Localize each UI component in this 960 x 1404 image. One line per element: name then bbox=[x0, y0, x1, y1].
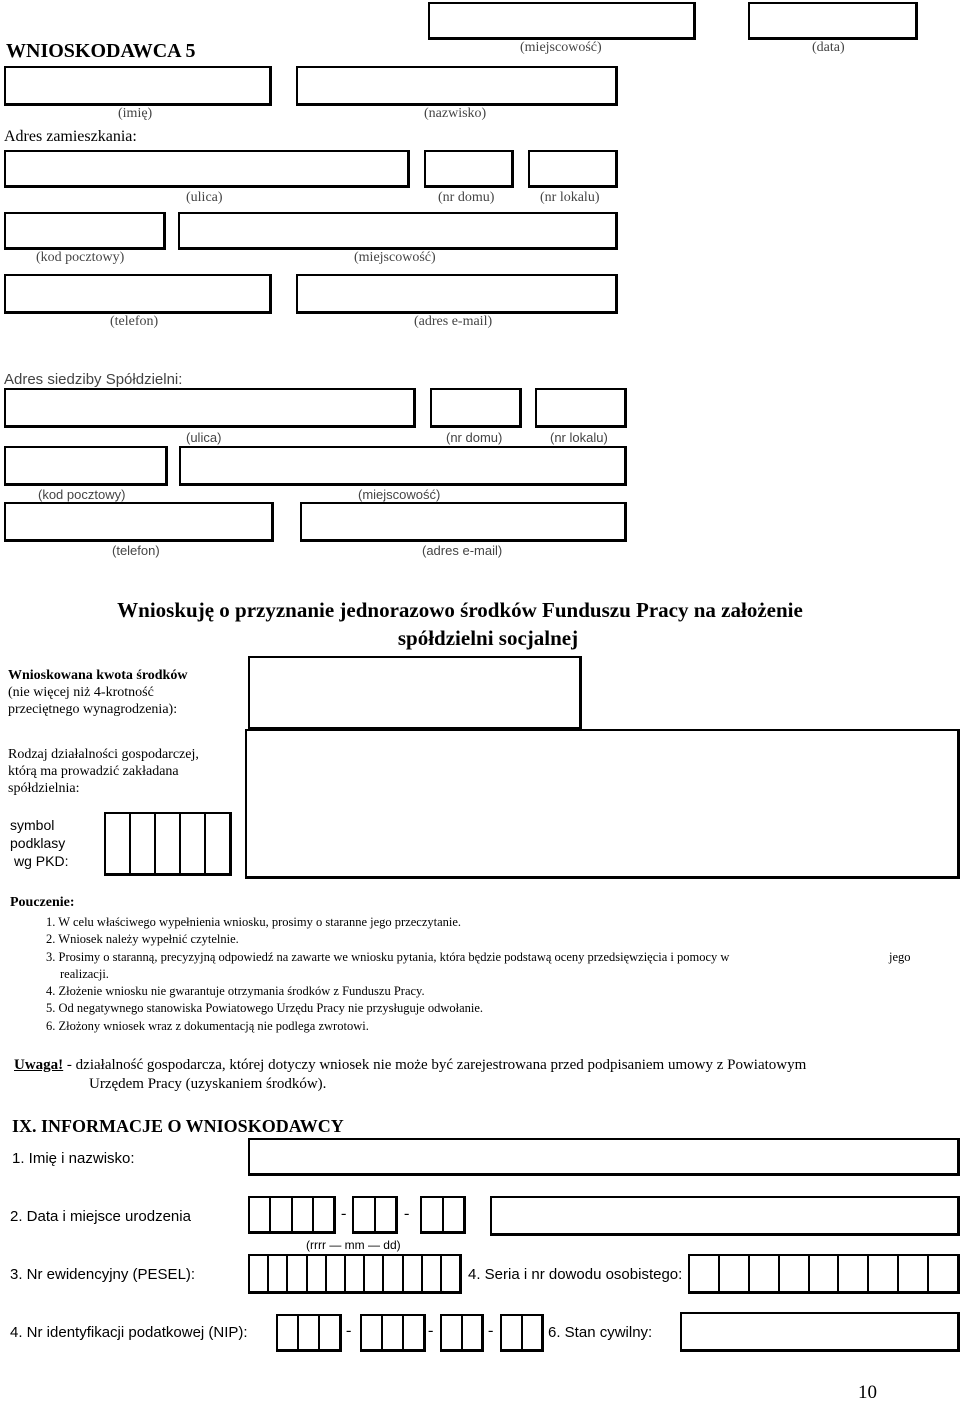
coop-email-field[interactable] bbox=[300, 502, 627, 542]
birth-label: 2. Data i miejsce urodzenia bbox=[10, 1208, 191, 1225]
instruction-item-cont: realizacji. bbox=[60, 966, 109, 981]
nip-part4-field[interactable] bbox=[500, 1314, 544, 1352]
instruction-item: 4. Złożenie wniosku nie gwarantuje otrzymania środków z Funduszu Pracy. bbox=[46, 984, 425, 999]
nip-part1-field[interactable] bbox=[276, 1314, 342, 1352]
request-title-line2: spółdzielni socjalnej bbox=[397, 626, 579, 650]
instructions-heading: Pouczenie: bbox=[10, 895, 75, 910]
birth-year-field[interactable] bbox=[248, 1196, 336, 1234]
nip-dash: - bbox=[488, 1322, 494, 1339]
name-field[interactable] bbox=[248, 1138, 960, 1176]
warning-note bbox=[14, 1056, 806, 1094]
coop-flat-no-field[interactable] bbox=[535, 388, 627, 428]
last-name-field[interactable] bbox=[296, 66, 618, 106]
instruction-item-trail: jego bbox=[889, 950, 911, 964]
page-number: 10 bbox=[858, 1382, 877, 1403]
amount-label-line3: przeciętnego wynagrodzenia): bbox=[8, 702, 178, 717]
instruction-item: 1. W celu właściwego wypełnienia wniosku, prosimy o staranne jego przeczytanie. bbox=[46, 915, 462, 929]
home-postcode-label: (kod pocztowy) bbox=[36, 250, 125, 265]
pkd-code-field[interactable] bbox=[104, 812, 232, 876]
id-card-field[interactable] bbox=[688, 1254, 960, 1294]
coop-phone-field[interactable] bbox=[4, 502, 274, 542]
nip-dash: - bbox=[346, 1322, 352, 1339]
home-postcode-field[interactable] bbox=[4, 212, 166, 250]
home-phone-label: (telefon) bbox=[110, 314, 159, 329]
pkd-label-line3: wg PKD: bbox=[14, 853, 69, 869]
home-phone-field[interactable] bbox=[4, 274, 272, 314]
name-label: 1. Imię i nazwisko: bbox=[12, 1150, 135, 1167]
pesel-field[interactable] bbox=[248, 1254, 462, 1294]
request-title bbox=[0, 596, 920, 652]
section-ix-heading: IX. INFORMACJE O WNIOSKODAWCY bbox=[12, 1116, 344, 1136]
marital-status-field[interactable] bbox=[680, 1312, 960, 1352]
first-name-field[interactable] bbox=[4, 66, 272, 106]
home-city-field[interactable] bbox=[178, 212, 618, 250]
birth-day-field[interactable] bbox=[420, 1196, 466, 1234]
date-format-label: (rrrr — mm — dd) bbox=[306, 1238, 401, 1252]
home-email-label: (adres e-mail) bbox=[414, 314, 493, 329]
instructions-list bbox=[46, 914, 729, 1035]
request-title-line1: Wnioskuję o przyznanie jednorazowo środków Funduszu Pracy na założenie bbox=[117, 598, 803, 622]
coop-city-label: (miejscowość) bbox=[358, 487, 441, 502]
warning-label: Uwaga! bbox=[14, 1057, 64, 1073]
coop-street-label: (ulica) bbox=[186, 430, 222, 445]
coop-house-no-label: (nr domu) bbox=[446, 430, 503, 445]
home-city-label: (miejscowość) bbox=[354, 250, 436, 265]
activity-field[interactable] bbox=[245, 729, 960, 879]
coop-phone-label: (telefon) bbox=[112, 543, 160, 558]
nip-dash: - bbox=[428, 1322, 434, 1339]
coop-postcode-label: (kod pocztowy) bbox=[38, 487, 126, 502]
date-field[interactable] bbox=[748, 2, 918, 40]
amount-label bbox=[8, 667, 187, 718]
coop-street-field[interactable] bbox=[4, 388, 416, 428]
pkd-label-line2: podklasy bbox=[10, 835, 66, 851]
home-house-no-label: (nr domu) bbox=[438, 190, 495, 205]
pesel-label: 3. Nr ewidencyjny (PESEL): bbox=[10, 1266, 196, 1283]
nip-label: 4. Nr identyfikacji podatkowej (NIP): bbox=[10, 1324, 248, 1341]
coop-email-label: (adres e-mail) bbox=[422, 543, 503, 558]
instruction-item: 5. Od negatywnego stanowiska Powiatowego Urzędu Pracy nie przysługuje odwołanie. bbox=[46, 1001, 484, 1016]
home-street-label: (ulica) bbox=[186, 190, 223, 205]
activity-label-line3: spółdzielnia: bbox=[8, 781, 80, 796]
warning-line1: - działalność gospodarcza, której dotyczy wniosek nie może być zarejestrowana przed podpisaniem umowy z Powiatowym bbox=[63, 1057, 807, 1073]
home-flat-no-label: (nr lokalu) bbox=[540, 190, 600, 205]
activity-label-line2: którą ma prowadzić zakładana bbox=[8, 764, 179, 779]
home-email-field[interactable] bbox=[296, 274, 618, 314]
coop-house-no-field[interactable] bbox=[430, 388, 522, 428]
page-title: WNIOSKODAWCA 5 bbox=[6, 40, 196, 62]
amount-label-line2: (nie więcej niż 4-krotność bbox=[8, 685, 154, 700]
marital-status-label: 6. Stan cywilny: bbox=[548, 1324, 653, 1341]
nip-part2-field[interactable] bbox=[360, 1314, 426, 1352]
birth-month-field[interactable] bbox=[352, 1196, 398, 1234]
nip-part3-field[interactable] bbox=[440, 1314, 484, 1352]
instruction-item: 6. Złożony wniosek wraz z dokumentacją nie podlega zwrotowi. bbox=[46, 1018, 369, 1033]
id-card-label: 4. Seria i nr dowodu osobistego: bbox=[468, 1266, 683, 1283]
home-street-field[interactable] bbox=[4, 150, 410, 188]
birth-place-field[interactable] bbox=[490, 1196, 960, 1236]
place-label: (miejscowość) bbox=[520, 40, 602, 55]
coop-city-field[interactable] bbox=[179, 446, 627, 486]
coop-flat-no-label: (nr lokalu) bbox=[550, 430, 608, 445]
home-house-no-field[interactable] bbox=[424, 150, 514, 188]
date-dash: - bbox=[404, 1205, 410, 1222]
place-field[interactable] bbox=[428, 2, 696, 40]
date-label: (data) bbox=[812, 40, 845, 55]
last-name-label: (nazwisko) bbox=[424, 106, 487, 121]
first-name-label: (imię) bbox=[118, 106, 153, 121]
activity-label-line1: Rodzaj działalności gospodarczej, bbox=[8, 747, 199, 762]
activity-label bbox=[8, 746, 199, 797]
amount-label-line1: Wnioskowana kwota środków bbox=[8, 668, 188, 683]
instruction-item: 2. Wniosek należy wypełnić czytelnie. bbox=[46, 932, 239, 947]
pkd-label-line1: symbol bbox=[10, 817, 55, 833]
warning-line2: Urzędem Pracy (uzyskaniem środków). bbox=[89, 1076, 327, 1092]
home-flat-no-field[interactable] bbox=[528, 150, 618, 188]
coop-address-heading: Adres siedziby Spółdzielni: bbox=[4, 371, 183, 388]
pkd-label bbox=[10, 816, 68, 870]
amount-field[interactable] bbox=[248, 656, 582, 730]
coop-postcode-field[interactable] bbox=[4, 446, 168, 486]
instruction-item: 3. Prosimy o staranną, precyzyjną odpowiedź na zawarte we wniosku pytania, która będzie podstawą oceny przedsięwzięcia i pomocy w bbox=[46, 949, 730, 964]
home-address-heading: Adres zamieszkania: bbox=[4, 128, 137, 145]
date-dash: - bbox=[341, 1205, 347, 1222]
